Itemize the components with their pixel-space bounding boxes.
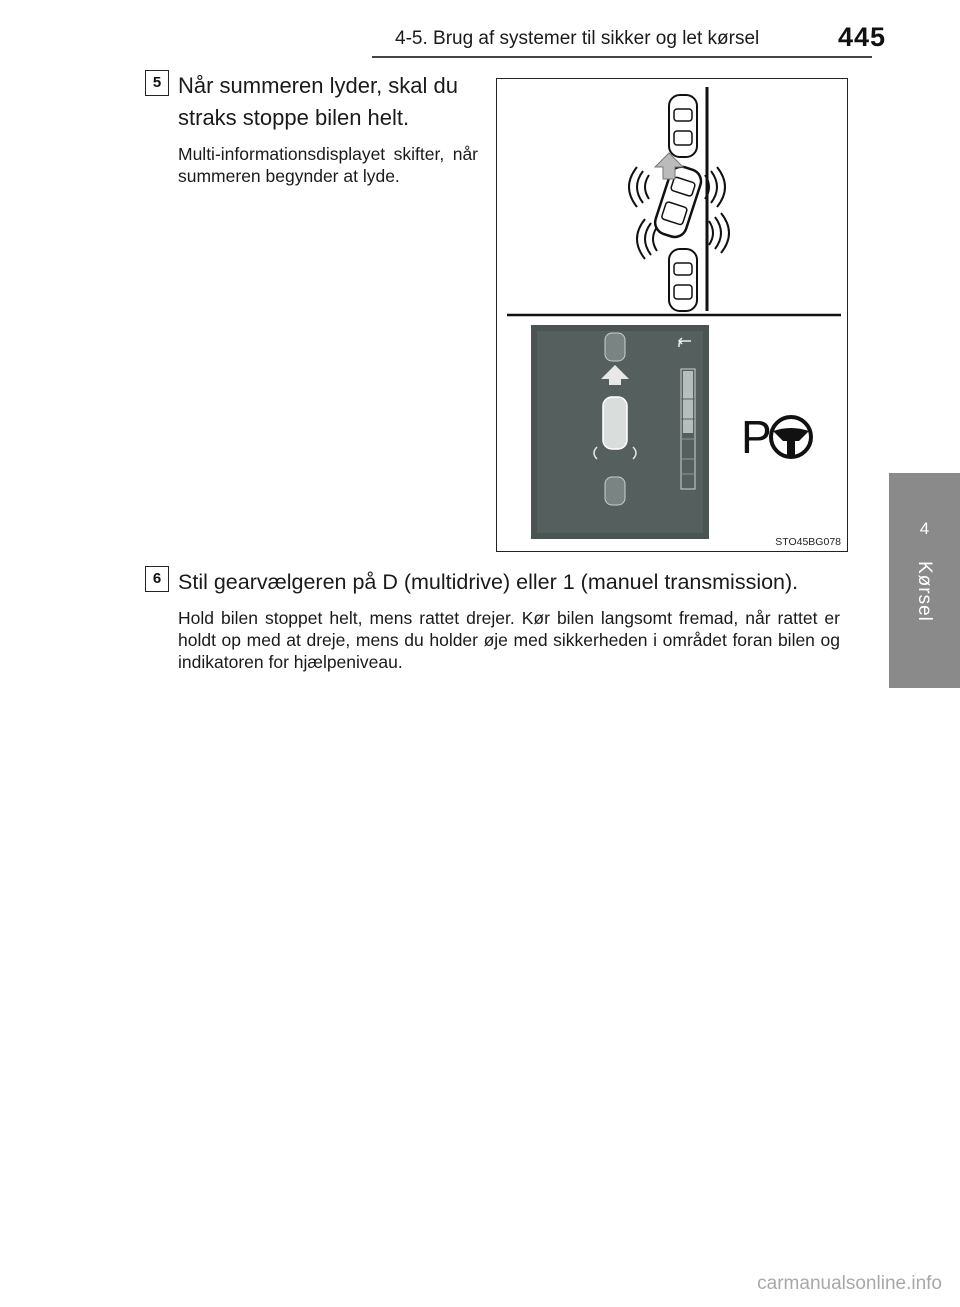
steering-wheel-icon xyxy=(771,417,811,457)
step-body-5: Multi-informationsdisplayet skifter, når summeren begynder at lyde. xyxy=(178,144,478,186)
park-assist-letter: P xyxy=(741,411,772,463)
step-heading-6: Stil gearvælgeren på D (multidrive) eller 1 (manuel transmission). xyxy=(178,570,799,594)
step-body-6: Hold bilen stoppet helt, mens rattet drejer. Kør bilen langsomt fremad, når rattet er holdt op med at dreje, mens du holder øje med sikkerheden i området foran bilen og indikatoren for hjælpeniveau. xyxy=(178,608,840,672)
step-heading-5: Når summeren lyder, skal du straks stoppe bilen helt. xyxy=(178,73,458,130)
parking-assist-illustration xyxy=(497,79,847,551)
step-badge-5: 5 xyxy=(145,70,169,96)
parked-car-front-icon xyxy=(669,95,697,157)
display-own-car-icon xyxy=(603,397,627,449)
header-rule xyxy=(372,56,872,58)
display-rear-car-icon xyxy=(605,477,625,505)
step-badge-6: 6 xyxy=(145,566,169,592)
chapter-label: Kørsel xyxy=(914,561,935,622)
illustration-figure xyxy=(496,78,848,552)
chapter-number: 4 xyxy=(919,519,930,538)
section-title: 4-5. Brug af systemer til sikker og let kørsel xyxy=(395,28,760,49)
figure-code: STO45BG078 xyxy=(775,536,841,548)
page-number: 445 xyxy=(838,22,887,52)
parked-car-rear-icon xyxy=(669,249,697,311)
chapter-tab xyxy=(889,473,960,688)
footer-watermark: carmanualsonline.info xyxy=(757,1273,942,1294)
display-front-car-icon xyxy=(605,333,625,361)
own-car-icon xyxy=(652,164,704,240)
